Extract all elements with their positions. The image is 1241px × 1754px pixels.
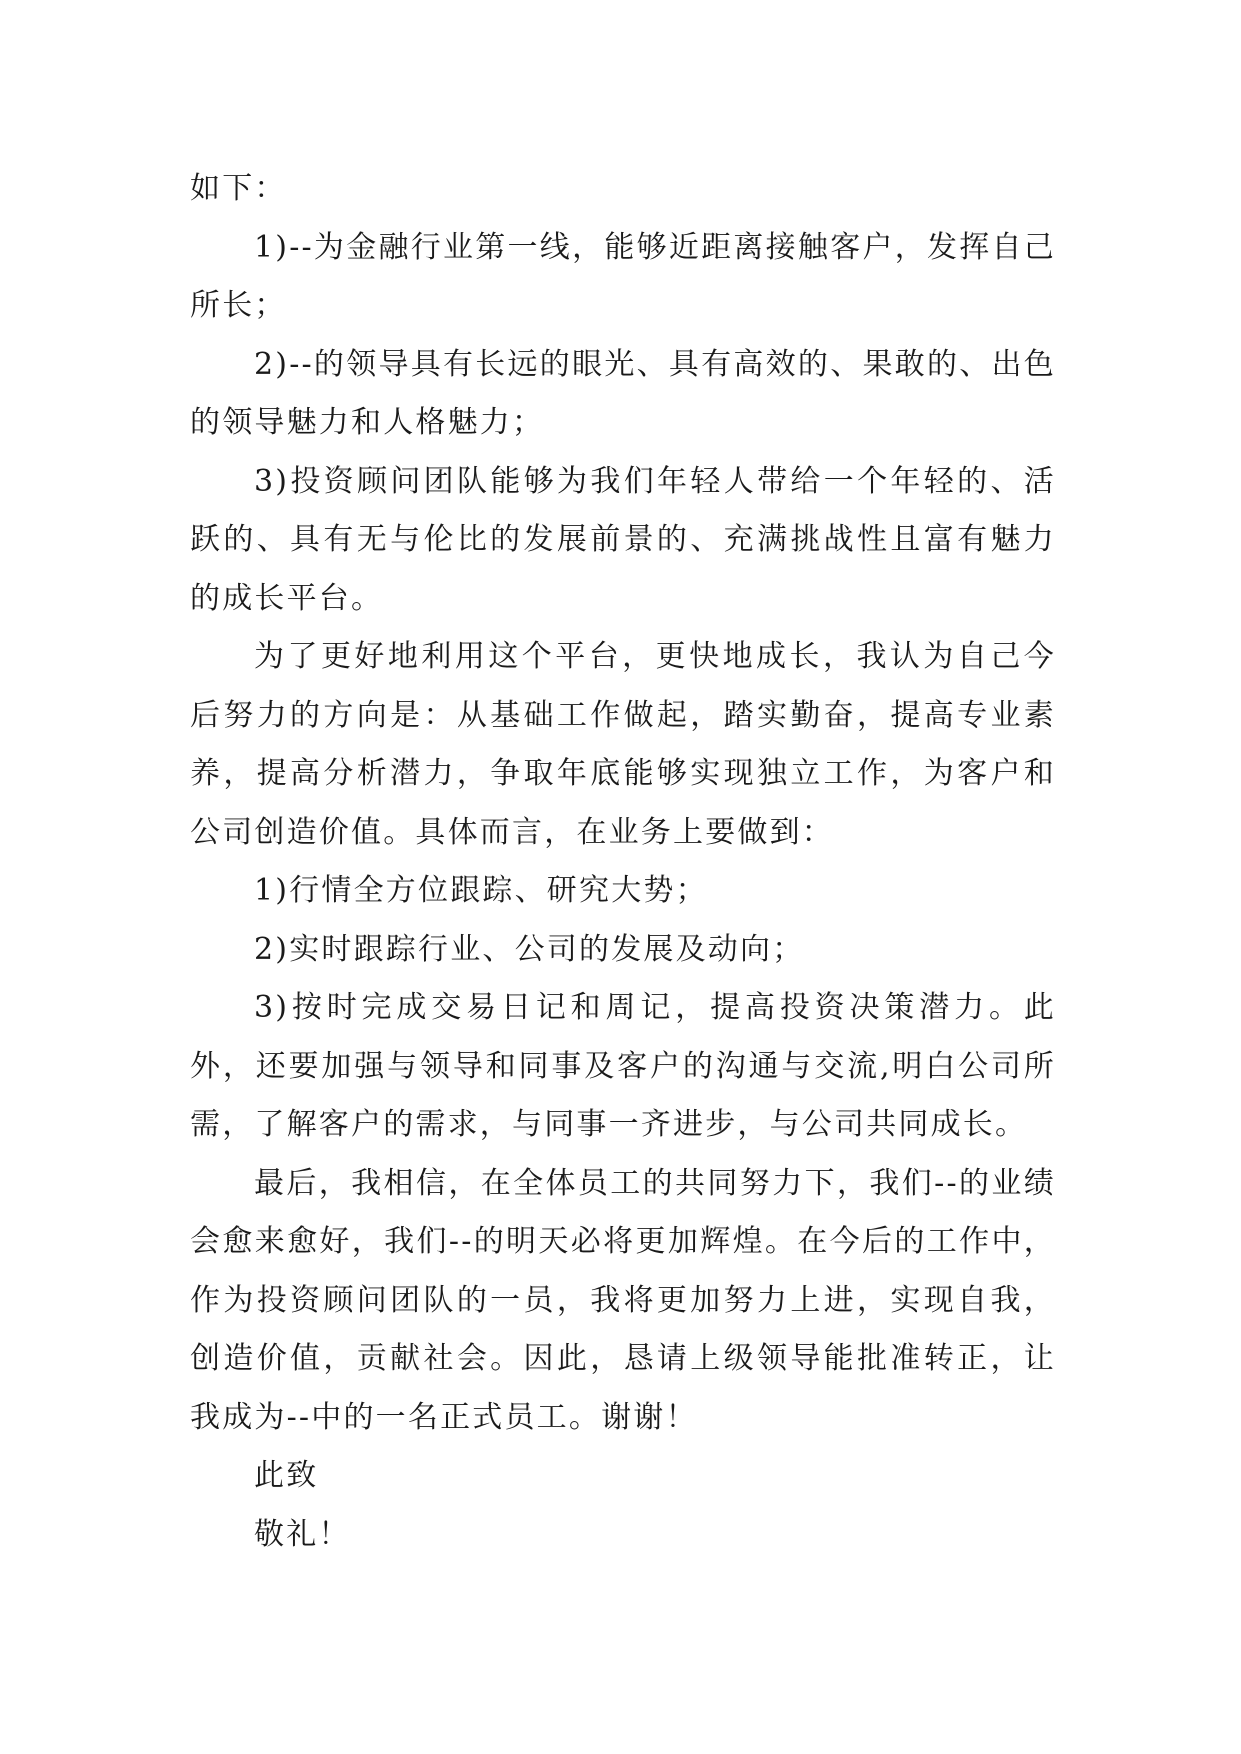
paragraph-point-2: 2)--的领导具有长远的眼光、具有高效的、果敢的、出色的领导魅力和人格魅力； <box>190 346 1056 440</box>
paragraph-plan: 为了更好地利用这个平台，更快地成长，我认为自己今后努力的方向是：从基础工作做起，踏实勤奋，提高专业素养，提高分析潜力，争取年底能够实现独立工作，为客户和公司创造价值。具体而言，在业务上要做到： <box>190 639 1056 850</box>
paragraph-conclusion: 最后，我相信，在全体员工的共同努力下，我们--的业绩会愈来愈好，我们--的明天必将更加辉煌。在今后的工作中，作为投资顾问团队的一员，我将更加努力上进，实现自我，创造价值，贡献社会。因此，恳请上级领导能批准转正，让我成为--中的一名正式员工。谢谢！ <box>190 1165 1056 1435</box>
closing-salutation: 此致 <box>254 1458 319 1493</box>
closing-regards: 敬礼！ <box>254 1516 351 1552</box>
paragraph-intro: 如下： <box>190 171 287 206</box>
paragraph-point-1: 1)--为金融行业第一线，能够近距离接触客户，发挥自己所长； <box>190 229 1056 323</box>
document-body <box>190 160 1056 1564</box>
paragraph-task-1: 1)行情全方位跟踪、研究大势； <box>254 873 708 908</box>
paragraph-task-3: 3)按时完成交易日记和周记，提高投资决策潜力。此外，还要加强与领导和同事及客户的沟通与交流,明白公司所需，了解客户的需求，与同事一齐进步，与公司共同成长。 <box>190 990 1056 1142</box>
paragraph-task-2: 2)实时跟踪行业、公司的发展及动向； <box>254 931 805 967</box>
paragraph-point-3: 3)投资顾问团队能够为我们年轻人带给一个年轻的、活跃的、具有无与伦比的发展前景的、充满挑战性且富有魅力的成长平台。 <box>190 463 1056 616</box>
